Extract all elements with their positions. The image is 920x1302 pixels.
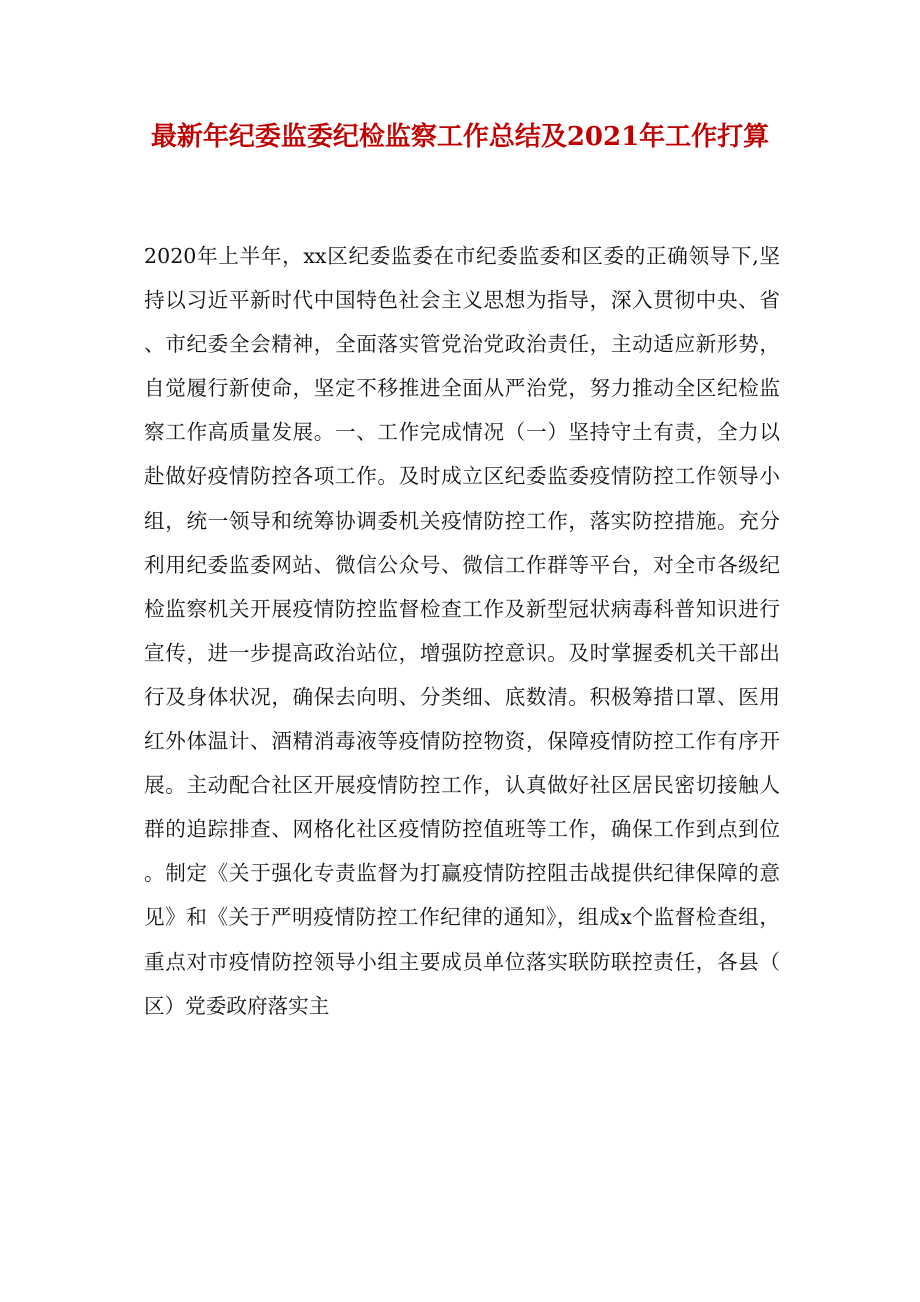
document-title: 最新年纪委监委纪检监察工作总结及2021年工作打算 <box>150 122 770 152</box>
document-body-paragraph: 2020年上半年，xx区纪委监委在市纪委监委和区委的正确领导下,坚持以习近平新时代中国特色社会主义思想为指导，深入贯彻中央、省、市纪委全会精神，全面落实管党治党政治责任，主动适应新形势，自觉履行新使命，坚定不移推进全面从严治党，努力推动全区纪检监察工作高质量发展。一、工作完成情况（一）坚持守土有责，全力以赴做好疫情防控各项工作。及时成立区纪委监委疫情防控工作领导小组，统一领导和统筹协调委机关疫情防控工作，落实防控措施。充分利用纪委监委网站、微信公众号、微信工作群等平台，对全市各级纪检监察机关开展疫情防控监督检查工作及新型冠状病毒科普知识进行宣传，进一步提高政治站位，增强防控意识。及时掌握委机关干部出行及身体状况，确保去向明、分类细、底数清。积极筹措口罩、医用红外体温计、酒精消毒液等疫情防控物资，保障疫情防控工作有序开展。主动配合社区开展疫情防控工作，认真做好社区居民密切接触人群的追踪排查、网格化社区疫情防控值班等工作，确保工作到点到位。制定《关于强化专责监督为打赢疫情防控阻击战提供纪律保障的意见》和《关于严明疫情防控工作纪律的通知》，组成x个监督检查组，重点对市疫情防控领导小组主要成员单位落实联防联控责任，各县（区）党委政府落实主 <box>144 244 780 1018</box>
